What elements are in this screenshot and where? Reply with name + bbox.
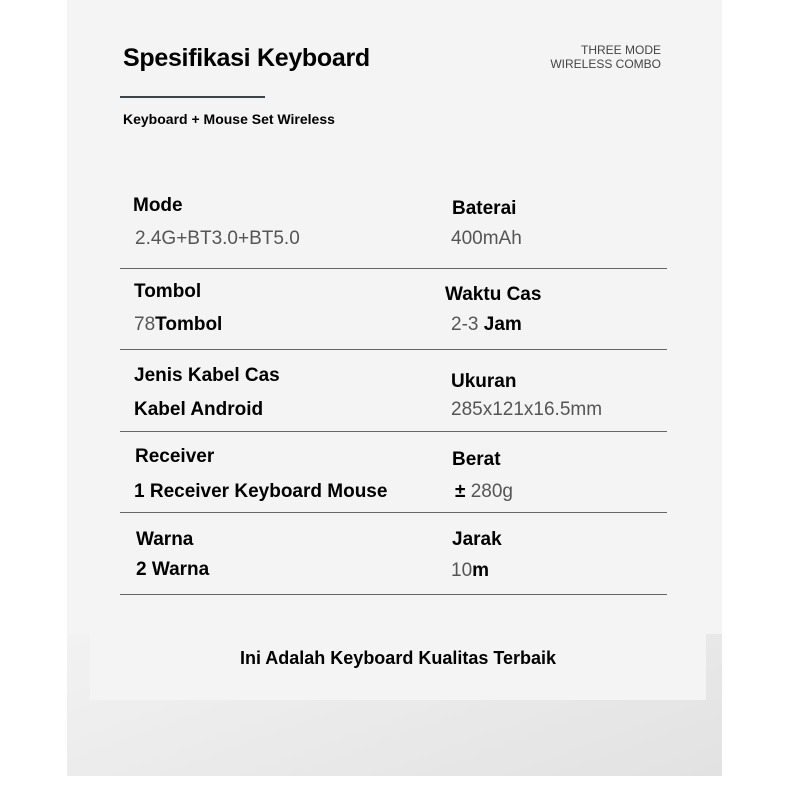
subtitle: Keyboard + Mouse Set Wireless: [123, 111, 335, 127]
mode-tag: [550, 43, 661, 71]
spec-label-receiver: Receiver: [135, 446, 215, 467]
divider: [120, 594, 667, 595]
value-unit: m: [472, 560, 490, 581]
spec-label-jarak: Jarak: [452, 529, 502, 550]
divider: [120, 349, 667, 350]
spec-label-warna: Warna: [136, 529, 194, 550]
spec-value-warna: [136, 559, 209, 581]
divider: [120, 268, 667, 269]
spec-label-baterai: Baterai: [452, 198, 517, 219]
value-text: 2 Warna: [136, 559, 210, 580]
spec-label-berat: Berat: [452, 449, 501, 470]
footer-text: Ini Adalah Keyboard Kualitas Terbaik: [239, 648, 557, 668]
value-text: Kabel Android: [134, 399, 264, 420]
spec-value-jarak: [451, 560, 489, 582]
value-number: 78: [134, 314, 156, 335]
spec-label-tombol: Tombol: [134, 281, 202, 302]
spec-value-receiver: [134, 481, 387, 503]
spec-label-kabel: Jenis Kabel Cas: [134, 365, 280, 386]
spec-value-ukuran: 285x121x16.5mm: [451, 399, 603, 420]
spec-value-berat: [455, 481, 513, 503]
spec-value-tombol: [134, 314, 222, 336]
spec-label-mode: Mode: [133, 195, 183, 216]
value-number: 2-3: [451, 314, 479, 335]
spec-value-mode: 2.4G+BT3.0+BT5.0: [135, 228, 300, 249]
divider: [120, 512, 667, 513]
spec-value-baterai: 400mAh: [451, 228, 522, 249]
divider: [120, 431, 667, 432]
value-number: 10: [451, 560, 473, 581]
value-text: 1 Receiver Keyboard Mouse: [134, 481, 388, 502]
tag-line-2: WIRELESS COMBO: [550, 57, 661, 71]
footer-banner: [90, 634, 706, 700]
spec-label-waktu-cas: Waktu Cas: [445, 284, 542, 305]
plus-minus-sign: ±: [455, 481, 466, 502]
value-unit: Jam: [483, 314, 522, 335]
value-unit: Tombol: [155, 314, 223, 335]
spec-value-waktu-cas: [451, 314, 522, 336]
tag-line-1: THREE MODE: [580, 43, 661, 57]
title-underline: [120, 96, 265, 98]
page-title: Spesifikasi Keyboard: [123, 44, 370, 72]
spec-value-kabel: [134, 399, 263, 421]
spec-label-ukuran: Ukuran: [451, 371, 517, 392]
value-number: 280g: [470, 481, 513, 502]
